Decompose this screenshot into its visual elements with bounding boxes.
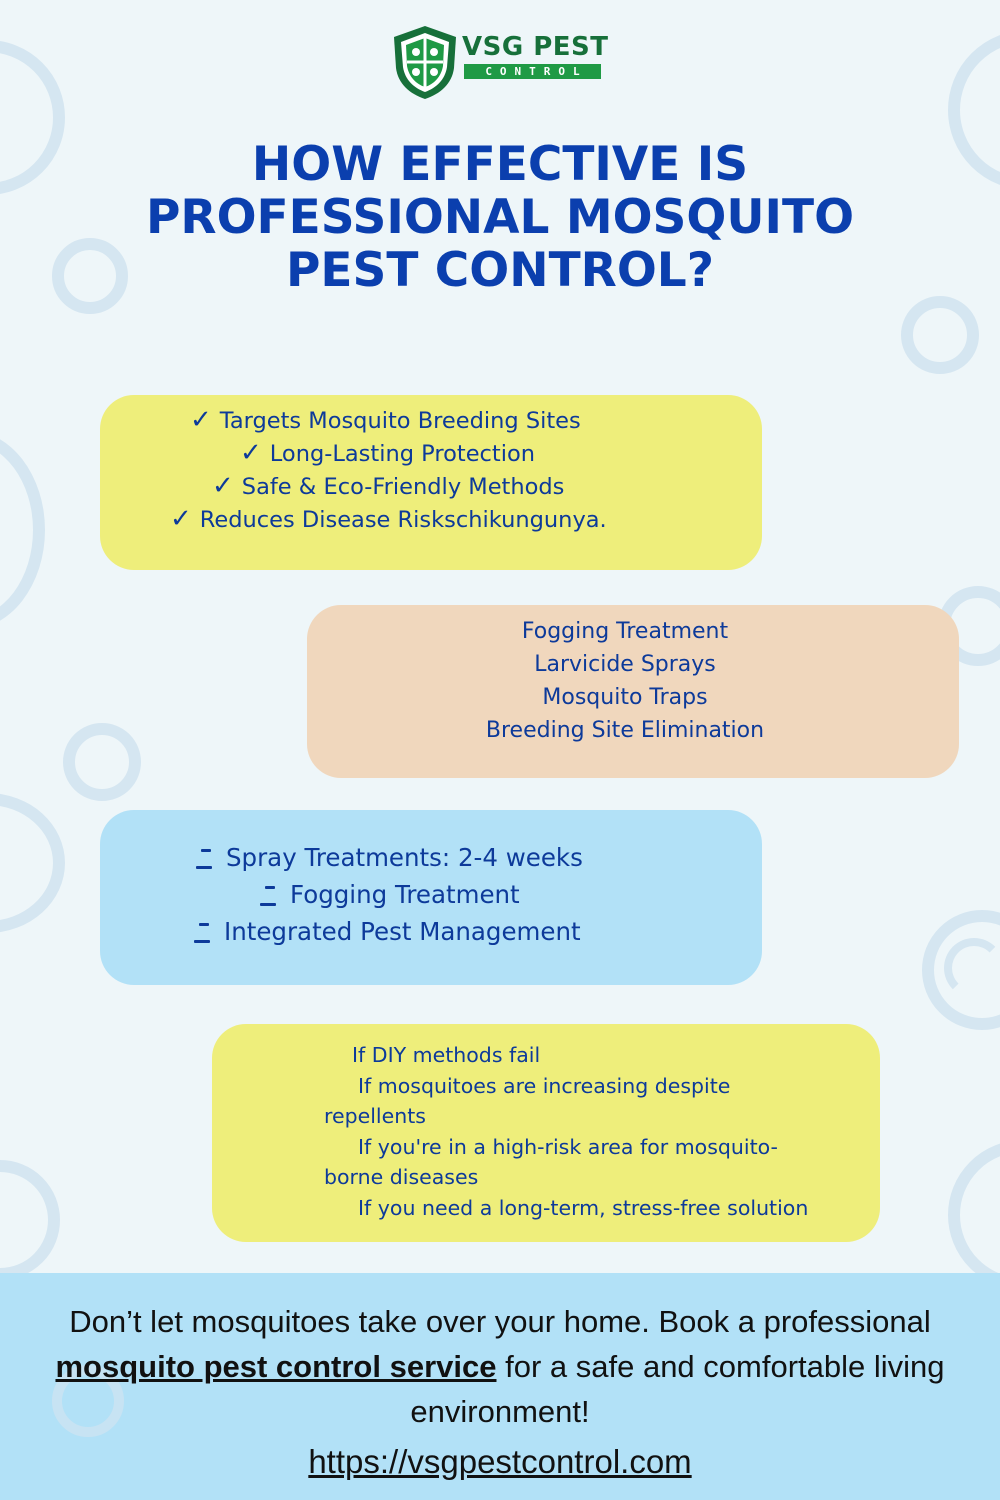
- benefit-label: Targets Mosquito Breeding Sites: [219, 408, 581, 434]
- durations-card: [100, 810, 762, 985]
- cta-text: Don’t let mosquitoes take over your home. Book a professional: [69, 1304, 931, 1339]
- dash-icon: [260, 884, 278, 906]
- decorative-ring: [901, 296, 979, 374]
- decorative-ring: [0, 430, 45, 630]
- services-card: [307, 605, 959, 778]
- benefit-item: [170, 506, 607, 533]
- benefit-item: [240, 440, 535, 467]
- duration-item: [260, 880, 520, 909]
- benefit-label: Safe & Eco-Friendly Methods: [241, 474, 565, 500]
- title-line: PEST CONTROL?: [285, 243, 715, 298]
- duration-label: Integrated Pest Management: [224, 917, 581, 946]
- when-line: If DIY methods fail: [352, 1043, 541, 1067]
- decorative-ring: [63, 723, 141, 801]
- duration-label: Spray Treatments: 2-4 weeks: [226, 843, 583, 872]
- duration-item: [194, 917, 581, 946]
- brand-logo: [390, 24, 615, 100]
- benefit-label: Reduces Disease Riskschikungunya.: [199, 507, 607, 533]
- call-to-action: [40, 1299, 960, 1434]
- footer-banner: [0, 1273, 1000, 1500]
- service-item: Breeding Site Elimination: [485, 718, 765, 743]
- when-line: borne diseases: [324, 1165, 479, 1189]
- page-title: [100, 138, 900, 297]
- dash-icon: [194, 921, 212, 943]
- service-item: Larvicide Sprays: [534, 652, 716, 677]
- dash-icon: [196, 847, 214, 869]
- benefits-card: [100, 395, 762, 570]
- cta-text: for a safe and comfortable living environment!: [410, 1349, 945, 1429]
- shield-bug-icon: [390, 24, 460, 100]
- benefit-item: [190, 407, 581, 434]
- decorative-ring: [0, 793, 65, 933]
- brand-subtitle: CONTROL: [464, 64, 601, 79]
- brand-name: VSG PEST: [462, 32, 609, 62]
- benefit-label: Long-Lasting Protection: [269, 441, 536, 467]
- service-link[interactable]: mosquito pest control service: [55, 1349, 497, 1384]
- checkmark-icon: ✓: [212, 471, 234, 501]
- service-item: Mosquito Traps: [542, 685, 708, 710]
- decorative-arc: [944, 938, 1000, 998]
- duration-label: Fogging Treatment: [290, 880, 520, 909]
- when-line: repellents: [324, 1104, 426, 1128]
- website-link[interactable]: https://vsgpestcontrol.com: [308, 1443, 692, 1480]
- checkmark-icon: ✓: [240, 438, 262, 468]
- duration-item: [196, 843, 583, 872]
- checkmark-icon: ✓: [190, 405, 212, 435]
- decorative-ring: [948, 1140, 1000, 1290]
- title-line: PROFESSIONAL MOSQUITO: [145, 190, 855, 245]
- title-line: HOW EFFECTIVE IS: [251, 137, 749, 192]
- service-item: Fogging Treatment: [521, 619, 729, 644]
- when-line: If you're in a high-risk area for mosquito-: [358, 1135, 778, 1159]
- when-line: If mosquitoes are increasing despite: [358, 1074, 731, 1098]
- decorative-ring: [0, 1160, 60, 1280]
- when-line: If you need a long-term, stress-free solution: [358, 1196, 809, 1220]
- when-to-call-card: [212, 1024, 880, 1242]
- decorative-ring: [0, 40, 65, 195]
- decorative-ring: [948, 30, 1000, 190]
- checkmark-icon: ✓: [170, 504, 192, 534]
- benefit-item: [212, 473, 564, 500]
